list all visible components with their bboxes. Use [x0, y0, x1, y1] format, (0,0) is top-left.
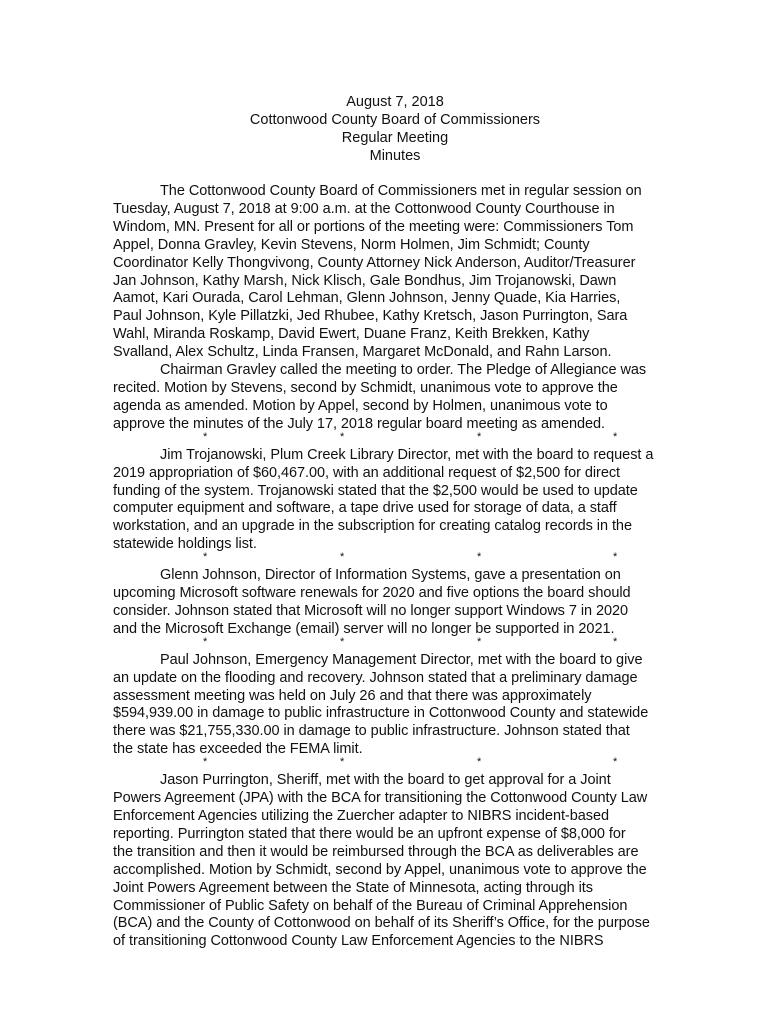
section-separator	[113, 756, 683, 772]
paragraph-information-systems	[113, 567, 683, 639]
section-separator	[113, 551, 683, 567]
board-name: Cottonwood County Board of Commissioners	[249, 112, 541, 128]
paragraph-sheriff	[113, 772, 683, 951]
meeting-date: August 7, 2018	[346, 94, 444, 110]
paragraph-emergency-management	[113, 652, 683, 759]
paragraph-library	[113, 447, 683, 554]
separator-star: *	[340, 551, 345, 564]
text-line: reporting. Purrington stated that there would be an upfront expense of $8,000 for	[113, 825, 626, 842]
text-line: computer equipment and software, a tape drive used for storage of data, a staff	[113, 500, 617, 517]
text-line: Aamot, Kari Ourada, Carol Lehman, Glenn Johnson, Jenny Quade, Kia Harries,	[113, 290, 621, 307]
section-separator	[113, 635, 683, 652]
text-line: Appel, Donna Gravley, Kevin Stevens, Norm Holmen, Jim Schmidt; County	[113, 236, 590, 253]
text-line: assessment meeting was held on July 26 and that there was approximately	[113, 687, 592, 704]
text-line: agenda as amended. Motion by Appel, second by Holmen, unanimous vote to	[113, 397, 608, 414]
separator-star: *	[477, 551, 482, 564]
text-line: Jan Johnson, Kathy Marsh, Nick Klisch, Gale Bondhus, Jim Trojanowski, Dawn	[113, 272, 617, 289]
text-line: funding of the system. Trojanowski stated that the $2,500 would be used to update	[113, 482, 638, 499]
paragraph-call-to-order	[113, 362, 683, 434]
text-line: Paul Johnson, Emergency Management Director, met with the board to give	[160, 651, 643, 668]
text-line: the state has exceeded the FEMA limit.	[113, 741, 363, 758]
separator-star: *	[203, 551, 208, 564]
text-line: consider. Johnson stated that Microsoft will no longer support Windows 7 in 2020	[113, 602, 629, 619]
section-separator	[113, 430, 683, 447]
text-line: upcoming Microsoft software renewals for 2020 and five options the board should	[113, 585, 631, 602]
text-line: Glenn Johnson, Director of Information Systems, gave a presentation on	[160, 567, 621, 584]
text-line: there was $21,755,330.00 in damage to public infrastructure. Johnson stated that	[113, 723, 630, 740]
text-line: Powers Agreement (JPA) with the BCA for transitioning the Cottonwood County Law	[113, 790, 648, 807]
separator-star: *	[340, 635, 345, 648]
separator-star: *	[613, 430, 618, 443]
text-line: of transitioning Cottonwood County Law Enforcement Agencies to the NIBRS	[113, 933, 604, 950]
text-line: statewide holdings list.	[113, 536, 257, 553]
paragraph-attendance	[113, 183, 683, 362]
text-line: 2019 appropriation of $60,467.00, with an additional request of $2,500 for direct	[113, 464, 621, 481]
text-line: Paul Johnson, Kyle Pillatzki, Jed Rhubee, Kathy Kretsch, Jason Purrington, Sara	[113, 308, 628, 325]
text-line: and the Microsoft Exchange (email) server will no longer be supported in 2021.	[113, 620, 615, 637]
document-type: Minutes	[369, 148, 421, 164]
text-line: accomplished. Motion by Schmidt, second by Appel, unanimous vote to approve the	[113, 861, 647, 878]
text-line: Wahl, Miranda Roskamp, David Ewert, Duane Franz, Keith Brekken, Kathy	[113, 326, 590, 343]
separator-star: *	[613, 551, 618, 564]
text-line: Tuesday, August 7, 2018 at 9:00 a.m. at the Cottonwood County Courthouse in	[113, 200, 615, 217]
text-line: The Cottonwood County Board of Commissioners met in regular session on	[160, 183, 642, 199]
text-line: Windom, MN. Present for all or portions of the meeting were: Commissioners Tom	[113, 218, 634, 235]
document-header	[0, 93, 770, 165]
separator-star: *	[203, 756, 208, 769]
text-line: Jim Trojanowski, Plum Creek Library Director, met with the board to request a	[160, 446, 654, 463]
text-line: an update on the flooding and recovery. Johnson stated that a preliminary damage	[113, 669, 638, 686]
meeting-type: Regular Meeting	[341, 130, 449, 146]
text-line: workstation, and an upgrade in the subscription for creating catalog records in the	[113, 518, 632, 535]
separator-star: *	[613, 756, 618, 769]
text-line: Joint Powers Agreement between the State of Minnesota, acting through its	[113, 879, 593, 896]
minutes-body	[113, 183, 683, 951]
text-line: $594,939.00 in damage to public infrastructure in Cottonwood County and statewide	[113, 705, 649, 722]
separator-star: *	[477, 430, 482, 443]
text-line: Svalland, Alex Schultz, Linda Fransen, Margaret McDonald, and Rahn Larson.	[113, 344, 612, 361]
text-line: recited. Motion by Stevens, second by Schmidt, unanimous vote to approve the	[113, 379, 618, 396]
separator-star: *	[203, 430, 208, 443]
text-line: approve the minutes of the July 17, 2018 regular board meeting as amended.	[113, 415, 606, 432]
separator-star: *	[340, 430, 345, 443]
separator-star: *	[477, 635, 482, 648]
text-line: Chairman Gravley called the meeting to order. The Pledge of Allegiance was	[160, 362, 647, 379]
text-line: the transition and then it would be reimbursed through the BCA as deliverables are	[113, 843, 639, 860]
text-line: (BCA) and the County of Cottonwood on behalf of its Sheriff’s Office, for the purpose	[113, 915, 650, 932]
separator-star: *	[613, 635, 618, 648]
text-line: Commissioner of Public Safety on behalf of the Bureau of Criminal Apprehension	[113, 897, 628, 914]
separator-star: *	[477, 756, 482, 769]
text-line: Jason Purrington, Sheriff, met with the board to get approval for a Joint	[160, 772, 611, 789]
separator-star: *	[340, 756, 345, 769]
text-line: Coordinator Kelly Thongvivong, County Attorney Nick Anderson, Auditor/Treasurer	[113, 254, 636, 271]
separator-star: *	[203, 635, 208, 648]
text-line: Enforcement Agencies utilizing the Zuercher adapter to NIBRS incident-based	[113, 808, 609, 824]
